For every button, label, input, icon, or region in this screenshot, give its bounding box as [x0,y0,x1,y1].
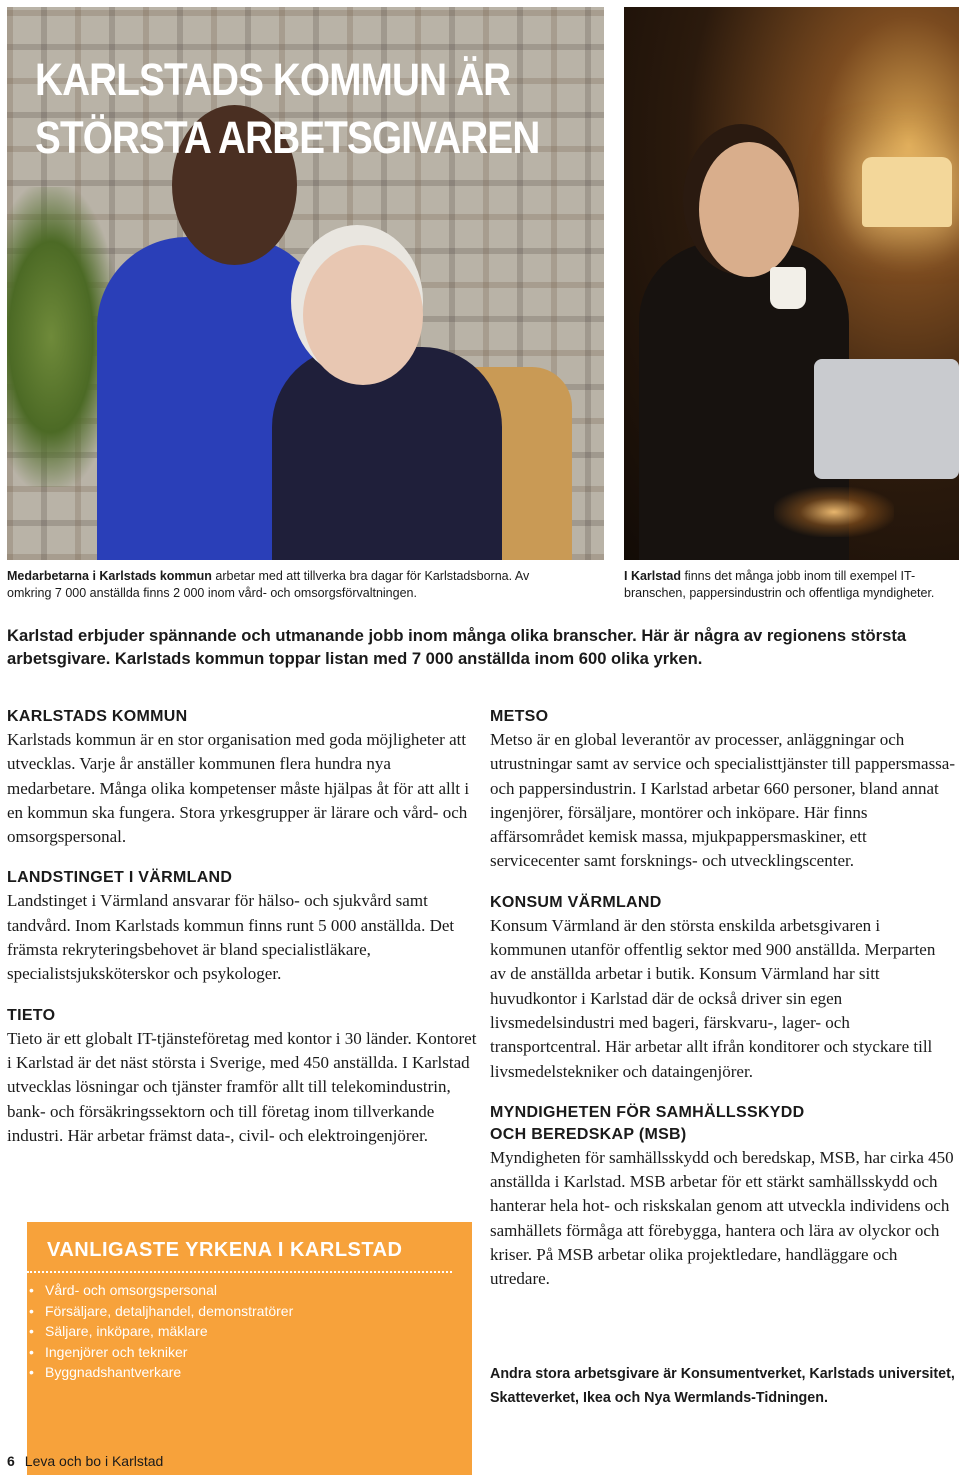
dotted-divider [27,1271,452,1273]
section-konsum [490,892,955,1084]
laptop [814,359,959,479]
section-msb [490,1102,955,1292]
section-body: Tieto är ett globalt IT-tjänsteföretag med kontor i 30 länder. Kontoret i Karlstad är det näst största i Sverige, med 450 anställda. I Karlstad utvecklas lösningar och tjänster framför allt till telekomindustrin, bank- och försäkringssektorn och till företag inom tillverkande industri. Här arbetar främst data-, civil- och elektroingenjörer. [7,1028,477,1145]
section-heading: LANDSTINGET I VÄRMLAND [7,869,233,887]
intro-paragraph: Karlstad erbjuder spännande och utmanande jobb inom många olika branscher. Här är några av regionens största arbetsgivare. Karlstads kommun toppar listan med 7 000 anställda inom 600 olika yrken. [7,626,907,668]
woman-head [303,245,423,385]
section-tieto [7,1005,477,1148]
list-item: • Säljare, inköpare, mäklare [27,1321,293,1342]
list-item: • Vård- och omsorgspersonal [27,1280,293,1301]
list-item: • Byggnadshantverkare [27,1362,293,1383]
section-heading: METSO [490,708,549,725]
common-jobs-title: VANLIGASTE YRKENA I KARLSTAD [47,1239,403,1261]
section-heading-line2: OCH BEREDSKAP (MSB) [490,1125,687,1143]
section-landstinget [7,867,477,986]
common-jobs-box [24,1222,472,1475]
closing-note: Andra stora arbetsgivare är Konsumentverket, Karlstads universitet, Skatteverket, Ikea och Nya Wermlands-Tidningen. [490,1366,955,1406]
publication-name: Leva och bo i Karlstad [24,1453,164,1469]
section-body: Landstinget i Värmland ansvarar för hälso- och sjukvård samt tandvård. Inom Karlstads kommun finns runt 5 000 anställda. Det främsta rekryteringsbehovet är bland specialistläkare, specialistsjuksköterskor och psykologer. [7,891,455,984]
right-column [490,706,955,1310]
common-jobs-list [27,1280,293,1383]
section-karlstads-kommun [7,706,477,849]
photo-woman-with-laptop [624,7,959,560]
coffee-cup [770,267,806,309]
section-body: Myndigheten för samhällsskydd och beredskap, MSB, har cirka 450 anställda i Karlstad. MSB arbetar för ett stärkt samhällsskydd och hanterar hela hot- och riskskalan genom att utveckla individens och samhällets förmåga att förebygga, hantera och lära av olyckor och kriser. På MSB arbetar olika projektledare, handläggare och utredare. [490,1147,954,1289]
left-column [7,706,477,1166]
lamp-shade [862,157,952,227]
caption-left-bold: Medarbetarna i Karlstads kommun [7,569,212,583]
caption-right [624,568,954,602]
list-item: • Försäljare, detaljhandel, demonstratörer [27,1301,293,1322]
page-title-line2: STÖRSTA ARBETSGIVAREN [35,112,540,163]
page-number: 6 [7,1453,15,1469]
page-title [35,51,604,167]
candle-lights [774,487,894,537]
section-heading-line1: MYNDIGHETEN FÖR SAMHÄLLSSKYDD [490,1103,805,1121]
section-heading: KARLSTADS KOMMUN [7,708,188,725]
page-title-line1: KARLSTADS KOMMUN ÄR [35,54,511,105]
section-heading: KONSUM VÄRMLAND [490,893,662,911]
photo-caregiver-and-resident [7,7,604,560]
woman-head [699,142,799,277]
section-body: Metso är en global leverantör av processer, anläggningar och utrustningar samt av service och specialisttjänster till pappersmassa- och pappersindustrin. I Karlstad arbetar 660 personer, bland annat ingenjörer, försäljare, montörer och inköpare. Här finns affärsområdet kemisk massa, mjukpappersmaskiner, ett servicecenter samt forsknings- och utvecklingscenter. [490,730,956,871]
section-body: Konsum Värmland är den största enskilda arbetsgivaren i kommunen utanför offentlig sektor med 900 anställda. Merparten av de anställda arbetar i butik. Konsum Värmland har sitt huvudkontor i Karlstad där de också driver sin egen livsmedelsindustri med bageri, färskvaru-, lager- och transportcentral. Här arbetar allt ifrån konditorer och styckare till livsmedelstekniker och dataingenjörer. [490,915,936,1081]
section-metso [490,706,955,874]
caption-right-bold: I Karlstad [624,569,681,583]
section-heading: TIETO [7,1006,56,1024]
caption-right-text: finns det många jobb inom till exempel IT-branschen, pappersindustrin och offentliga myndigheter. [624,569,935,600]
page-footer [7,1453,163,1469]
caption-left-text: arbetar med att tillverka bra dagar för Karlstadsborna. Av omkring 7 000 anställda finns 2 000 inom vård- och omsorgsförvaltningen. [7,569,530,600]
caption-left [7,568,567,602]
list-item: • Ingenjörer och tekniker [27,1342,293,1363]
section-body: Karlstads kommun är en stor organisation med goda möjligheter att utvecklas. Varje år anställer kommunen flera hundra nya medarbetare. Många olika kompetenser måste hjälpas åt för att allt i en kommun ska fungera. Stora yrkesgrupper är lärare och vård- och omsorgspersonal. [7,730,470,847]
